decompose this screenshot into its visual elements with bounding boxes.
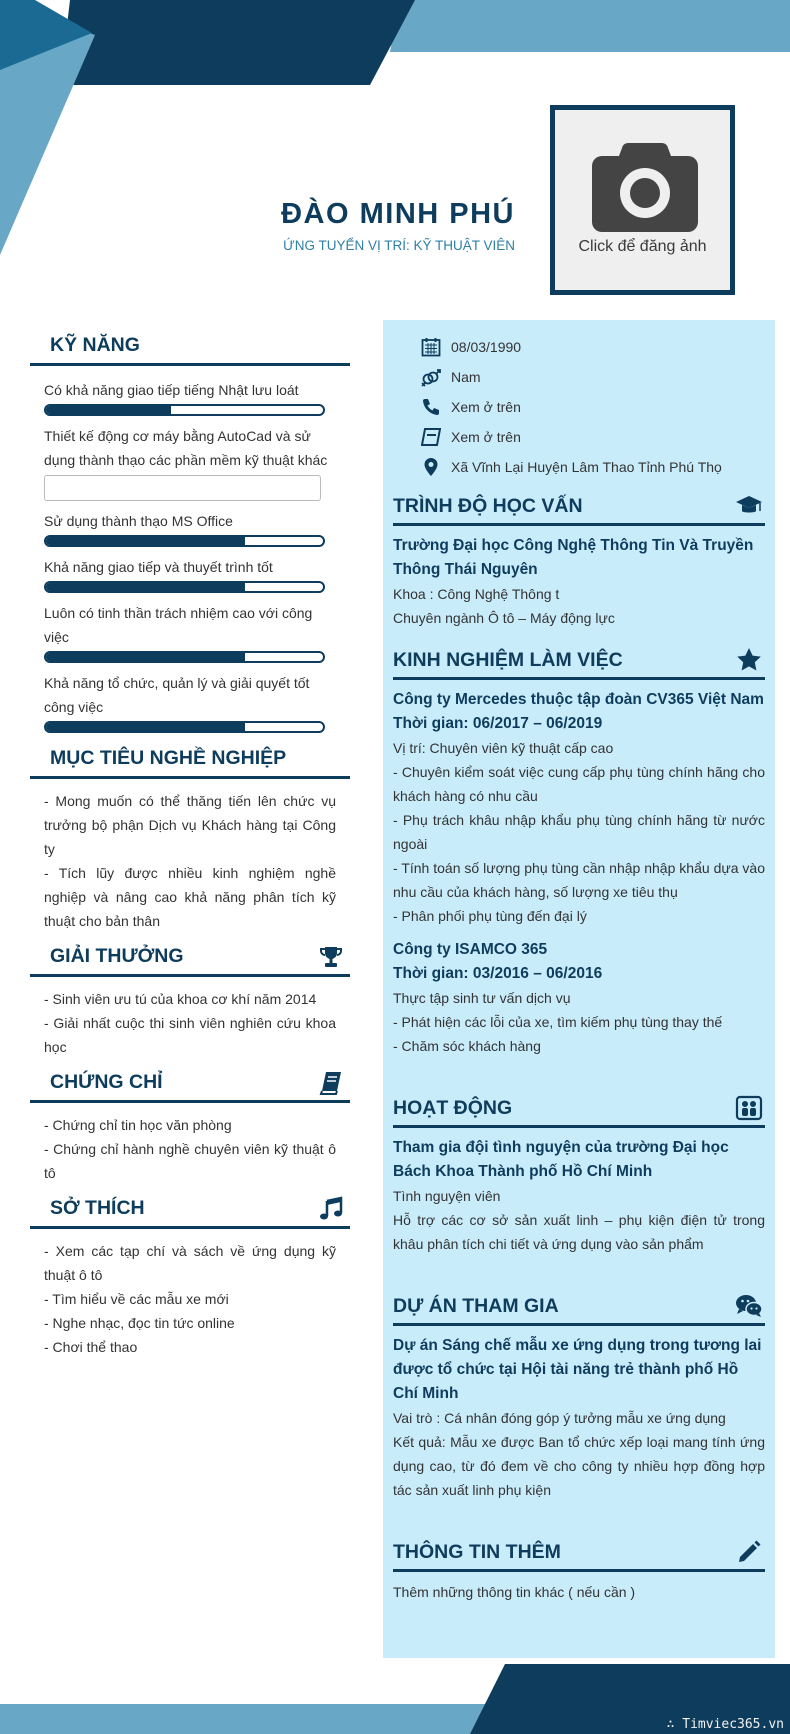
- certificate-line: - Chứng chỉ hành nghề chuyên viên kỹ thuật ô tô: [44, 1141, 336, 1181]
- skill-level-bar: [44, 404, 325, 416]
- objective-content: [30, 789, 350, 933]
- hobby-line: - Tìm hiểu về các mẫu xe mới: [44, 1291, 229, 1307]
- education-title: TRÌNH ĐỘ HỌC VẤN: [393, 495, 583, 517]
- activity-name: Tham gia đội tình nguyện của trường Đại học Bách Khoa Thành phố Hồ Chí Minh: [393, 1139, 729, 1180]
- phone-icon: [421, 397, 441, 417]
- job-line: - Phát hiện các lỗi của xe, tìm kiếm phụ tùng thay thế: [393, 1014, 723, 1030]
- job-company: Công ty ISAMCO 365: [393, 941, 548, 958]
- activities-section: [383, 1092, 775, 1256]
- skill-text: Thiết kế động cơ máy bằng AutoCad và sử dụng thành thạo các phần mềm kỹ thuật khác: [44, 428, 328, 468]
- photo-upload[interactable]: [550, 105, 735, 295]
- activity-role: Tình nguyện viên: [393, 1188, 501, 1204]
- watermark: ∴ Timviec365.vn: [666, 1717, 784, 1732]
- education-faculty: Khoa : Công Nghệ Thông t: [393, 586, 560, 602]
- address-row: [403, 452, 755, 482]
- skill-text: Có khả năng giao tiếp tiếng Nhật lưu loát: [44, 382, 299, 398]
- skill-level-bar: [44, 535, 325, 547]
- education-school: Trường Đại học Công Nghệ Thông Tin Và Truyền Thông Thái Nguyên: [393, 537, 754, 578]
- address-value: Xã Vĩnh Lại Huyện Lâm Thao Tỉnh Phú Thọ: [451, 459, 722, 475]
- activities-title: HOẠT ĐỘNG: [393, 1097, 513, 1119]
- email-value: Xem ở trên: [451, 429, 521, 445]
- education-major: Chuyên ngành Ô tô – Máy động lực: [393, 610, 615, 626]
- extra-title: THÔNG TIN THÊM: [393, 1541, 561, 1563]
- skill-level-fill: [46, 406, 171, 414]
- gender-row: [403, 362, 755, 392]
- job-company: Công ty Mercedes thuộc tập đoàn CV365 Việt Nam: [393, 691, 764, 708]
- experience-title: KINH NGHIỆM LÀM VIỆC: [393, 649, 623, 671]
- graduation-cap-icon: [735, 492, 763, 520]
- skill-level-bar: [44, 581, 325, 593]
- skill-text: Sử dụng thành thạo MS Office: [44, 513, 233, 529]
- hobby-line: - Xem các tạp chí và sách về ứng dụng kỹ thuật ô tô: [44, 1243, 336, 1283]
- activities-header: [393, 1092, 765, 1128]
- certificates-header: [30, 1067, 350, 1103]
- personal-info: [383, 320, 775, 482]
- project-role: Vai trò : Cá nhân đóng góp ý tưởng mẫu xe ứng dụng: [393, 1410, 726, 1426]
- activity-desc: Hỗ trợ các cơ sở sản xuất linh – phụ kiện điện tử trong khâu phân tích chi tiết và ứng dụng vào sản phẩm: [393, 1212, 765, 1252]
- skills-list: [30, 378, 350, 733]
- objective-line: - Tích lũy được nhiều kinh nghiệm nghề nghiệp và nâng cao khả năng phân tích kỹ thuật cho bản thân: [44, 865, 336, 929]
- project-result: Kết quả: Mẫu xe được Ban tổ chức xếp loại mang tính ứng dụng cao, từ đó đem về cho công ty nhiều hợp đồng hợp tác sản xuất linh phụ kiện: [393, 1434, 765, 1498]
- trophy-icon: [318, 944, 344, 970]
- job-line: - Chăm sóc khách hàng: [393, 1038, 541, 1054]
- hobby-line: - Nghe nhạc, đọc tin tức online: [44, 1315, 235, 1331]
- experience-header: [393, 644, 765, 680]
- awards-title: GIẢI THƯỞNG: [50, 945, 184, 967]
- objective-line: - Mong muốn có thể thăng tiến lên chức vụ trưởng bộ phận Dịch vụ Khách hàng tại Công ty: [44, 793, 336, 857]
- calendar-icon: [421, 337, 441, 357]
- gender-icon: [421, 367, 441, 387]
- skill-level-fill: [46, 653, 245, 661]
- location-pin-icon: [421, 457, 441, 477]
- awards-header: [30, 941, 350, 977]
- projects-title: DỰ ÁN THAM GIA: [393, 1295, 559, 1317]
- birthday-row: [403, 332, 755, 362]
- certificate-line: - Chứng chỉ tin học văn phòng: [44, 1117, 232, 1133]
- certificates-content: [30, 1113, 350, 1185]
- job-line: - Phân phối phụ tùng đến đại lý: [393, 908, 587, 924]
- projects-section: [383, 1290, 775, 1502]
- hobbies-header: [30, 1193, 350, 1229]
- awards-content: [30, 987, 350, 1059]
- book-icon: [318, 1070, 344, 1096]
- skill-text: Khả năng tổ chức, quản lý và giải quyết tốt công việc: [44, 675, 310, 715]
- award-line: - Giải nhất cuộc thi sinh viên nghiên cứu khoa học: [44, 1015, 336, 1055]
- job-time: Thời gian: 06/2017 – 06/2019: [393, 715, 603, 732]
- skill-text: Khả năng giao tiếp và thuyết trình tốt: [44, 559, 273, 575]
- experience-section: [383, 644, 775, 1058]
- phone-row: [403, 392, 755, 422]
- skill-item: [30, 671, 350, 733]
- candidate-name: ĐÀO MINH PHÚ: [281, 198, 515, 230]
- skills-title: KỸ NĂNG: [50, 334, 140, 356]
- skill-level-bar: [44, 651, 325, 663]
- email-icon: [421, 427, 441, 447]
- skill-level-fill: [46, 583, 245, 591]
- objective-title: MỤC TIÊU NGHỀ NGHIỆP: [50, 747, 287, 769]
- job-item: [393, 938, 765, 1058]
- job-item: [393, 688, 765, 928]
- skill-text: Luôn có tinh thần trách nhiệm cao với công việc: [44, 605, 313, 645]
- project-name: Dự án Sáng chế mẫu xe ứng dụng trong tương lai được tổ chức tại Hội tài năng trẻ thành phố Hồ Chí Minh: [393, 1337, 762, 1402]
- job-line: Thực tập sinh tư vấn dịch vụ: [393, 990, 571, 1006]
- skill-level-empty: [44, 475, 321, 501]
- projects-header: [393, 1290, 765, 1326]
- chat-icon: [735, 1292, 763, 1320]
- education-header: [393, 490, 765, 526]
- extra-section: [383, 1536, 775, 1604]
- education-section: [383, 490, 775, 630]
- star-icon: [735, 646, 763, 674]
- skill-item: [30, 424, 350, 501]
- skill-level-fill: [46, 723, 245, 731]
- skill-item: [30, 509, 350, 547]
- job-line: - Chuyên kiểm soát việc cung cấp phụ tùng chính hãng cho khách hàng có nhu cầu: [393, 764, 765, 804]
- job-line: Vị trí: Chuyên viên kỹ thuật cấp cao: [393, 740, 614, 756]
- hobbies-content: [30, 1239, 350, 1359]
- camera-icon: [592, 138, 698, 233]
- extra-text: Thêm những thông tin khác ( nếu cần ): [393, 1584, 636, 1600]
- job-time: Thời gian: 03/2016 – 06/2016: [393, 965, 603, 982]
- email-row: [403, 422, 755, 452]
- extra-header: [393, 1536, 765, 1572]
- people-icon: [735, 1094, 763, 1122]
- objective-header: [30, 743, 350, 779]
- job-line: - Tính toán số lượng phụ tùng cần nhập nhập khẩu dựa vào nhu cầu của khách hàng, số lượng xe tiêu thụ: [393, 860, 765, 900]
- gender-value: Nam: [451, 369, 481, 385]
- skill-item: [30, 378, 350, 416]
- certificates-title: CHỨNG CHỈ: [50, 1071, 163, 1093]
- photo-label: Click để đăng ảnh: [578, 238, 707, 255]
- birthday-value: 08/03/1990: [451, 339, 522, 355]
- skill-level-fill: [46, 537, 245, 545]
- applied-position: ỨNG TUYỂN VỊ TRÍ: KỸ THUẬT VIÊN: [283, 238, 515, 253]
- hobbies-title: SỞ THÍCH: [50, 1197, 145, 1219]
- skill-item: [30, 555, 350, 593]
- skill-item: [30, 601, 350, 663]
- music-icon: [318, 1196, 344, 1222]
- hobby-line: - Chơi thể thao: [44, 1339, 138, 1355]
- pencil-icon: [735, 1538, 763, 1566]
- skills-header: [30, 330, 350, 366]
- left-column: [30, 330, 350, 1367]
- job-line: - Phụ trách khâu nhập khẩu phụ tùng chính hãng từ nước ngoài: [393, 812, 765, 852]
- phone-value: Xem ở trên: [451, 399, 521, 415]
- right-column: [383, 320, 775, 1658]
- award-line: - Sinh viên ưu tú của khoa cơ khí năm 2014: [44, 991, 317, 1007]
- skill-level-bar: [44, 721, 325, 733]
